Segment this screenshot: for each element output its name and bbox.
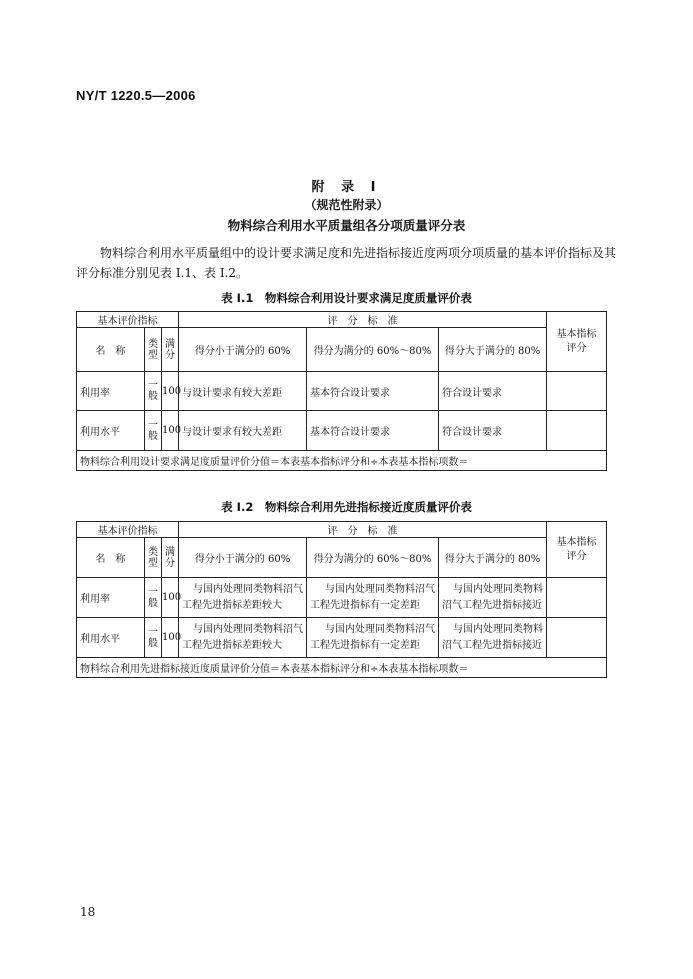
row-score [547, 618, 607, 658]
table1-head-basic: 基本评价指标 [77, 312, 179, 328]
table1-header-row-1 [77, 312, 607, 328]
row-score [547, 578, 607, 618]
table2-caption: 表 I.2 物料综合利用先进指标接近度质量评价表 [221, 500, 472, 514]
row-name: 利用率 [77, 578, 145, 618]
table1-head-type: 类型 [145, 328, 162, 372]
table1-head-high: 得分大于满分的 80% [439, 328, 547, 372]
table1-footer: 物料综合利用设计要求满足度质量评价分值＝本表基本指标评分和÷本表基本指标项数＝ [77, 451, 607, 471]
table1-head-low: 得分小于满分的 60% [179, 328, 307, 372]
row-low: 与设计要求有较大差距 [179, 372, 307, 411]
table-row [77, 578, 607, 618]
table1-caption: 表 I.1 物料综合利用设计要求满足度质量评价表 [221, 291, 472, 305]
row-high: 符合设计要求 [439, 372, 547, 411]
table2-head-base-score: 基本指标评分 [547, 522, 607, 578]
table2-head-type: 类型 [145, 538, 162, 578]
table-row [77, 618, 607, 658]
row-name: 利用水平 [77, 618, 145, 658]
table1-head-mid: 得分为满分的 60%～80% [307, 328, 439, 372]
row-mid: 与国内处理同类物料沼气 工程先进指标有一定差距 [307, 578, 439, 618]
table2 [76, 521, 607, 678]
row-name: 利用率 [77, 372, 145, 411]
row-full: 100 [162, 578, 179, 618]
row-name: 利用水平 [77, 411, 145, 451]
row-full: 100 [162, 411, 179, 451]
table1-header-row-2 [77, 328, 607, 372]
appendix-subtitle: （规范性附录） [304, 198, 389, 212]
table1-head-name: 名 称 [77, 328, 145, 372]
table2-head-high: 得分大于满分的 80% [439, 538, 547, 578]
row-score [547, 411, 607, 451]
table2-footer-row [77, 658, 607, 678]
table-row [77, 372, 607, 411]
table1-head-full: 满分 [162, 328, 179, 372]
table2-head-mid: 得分为满分的 60%～80% [307, 538, 439, 578]
table1-head-base-score: 基本指标评分 [547, 312, 607, 372]
row-full: 100 [162, 372, 179, 411]
row-high: 与国内处理同类物料 沼气工程先进指标接近 [439, 578, 547, 618]
table-row [77, 411, 607, 451]
table2-header-row-1 [77, 522, 607, 538]
intro-paragraph: 物料综合利用水平质量组中的设计要求满足度和先进指标接近度两项分项质量的基本评价指标及其评分标准分别见表 I.1、表 I.2。 [76, 246, 617, 280]
row-low: 与国内处理同类物料沼气 工程先进指标差距较大 [179, 578, 307, 618]
appendix-heading: 物料综合利用水平质量组各分项质量评分表 [227, 218, 466, 233]
row-type: 一般 [145, 578, 162, 618]
row-type: 一般 [145, 618, 162, 658]
table1-head-criteria: 评 分 标 准 [179, 312, 547, 328]
appendix-title: 附 录 I [311, 180, 382, 195]
row-full: 100 [162, 618, 179, 658]
table1 [76, 311, 607, 471]
row-type: 一般 [145, 372, 162, 411]
row-high: 与国内处理同类物料 沼气工程先进指标接近 [439, 618, 547, 658]
row-mid: 基本符合设计要求 [307, 372, 439, 411]
table1-footer-row [77, 451, 607, 471]
table2-head-full: 满分 [162, 538, 179, 578]
row-mid: 与国内处理同类物料沼气 工程先进指标有一定差距 [307, 618, 439, 658]
table2-head-basic: 基本评价指标 [77, 522, 179, 538]
table2-head-criteria: 评 分 标 准 [179, 522, 547, 538]
table2-header-row-2 [77, 538, 607, 578]
table2-footer: 物料综合利用先进指标接近度质量评价分值＝本表基本指标评分和÷本表基本指标项数＝ [77, 658, 607, 678]
page-number: 18 [80, 905, 96, 919]
row-mid: 基本符合设计要求 [307, 411, 439, 451]
row-type: 一般 [145, 411, 162, 451]
row-high: 符合设计要求 [439, 411, 547, 451]
standard-code: NY/T 1220.5—2006 [76, 88, 196, 103]
row-score [547, 372, 607, 411]
row-low: 与设计要求有较大差距 [179, 411, 307, 451]
row-low: 与国内处理同类物料沼气 工程先进指标差距较大 [179, 618, 307, 658]
table2-head-low: 得分小于满分的 60% [179, 538, 307, 578]
table2-head-name: 名 称 [77, 538, 145, 578]
